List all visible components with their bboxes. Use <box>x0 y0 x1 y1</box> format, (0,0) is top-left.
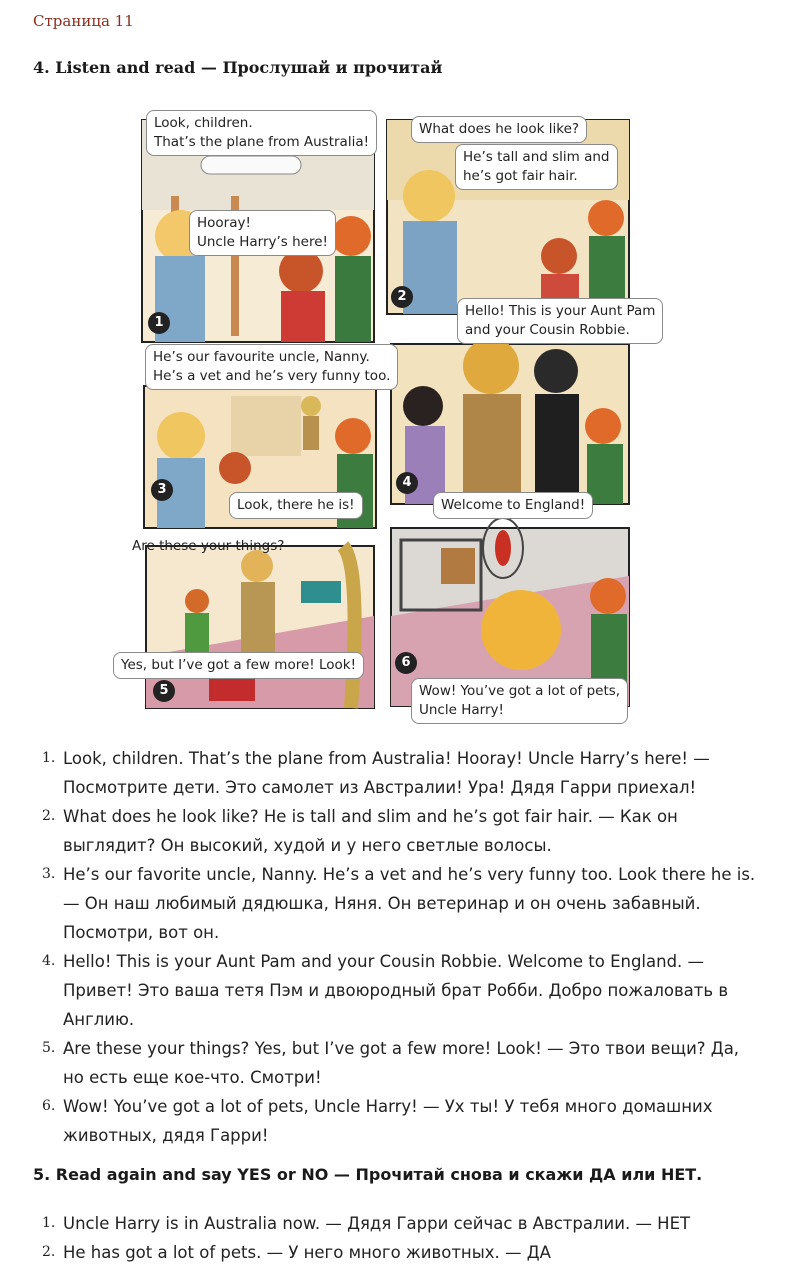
panel-number-4: 4 <box>396 472 418 494</box>
list-marker: 1. <box>42 1215 56 1231</box>
list-item-text: Are these your things? Yes, but I’ve got a few more! Look! — Это твои вещи? Да, но есть еще кое-что. Смотри! <box>63 1039 740 1087</box>
bubble-line: He’s our favourite uncle, Nanny. <box>153 349 370 365</box>
bubble-panel-1-top <box>146 110 377 156</box>
list-marker: 5. <box>42 1040 56 1056</box>
bubble-line: Welcome to England! <box>441 497 586 513</box>
bubble-line: That’s the plane from Australia! <box>154 134 370 150</box>
bubble-line: and your Cousin Robbie. <box>465 322 630 338</box>
bubble-line: What does he look like? <box>419 121 580 137</box>
bubble-line: Hooray! <box>197 215 251 231</box>
list-item-text: Uncle Harry is in Australia now. — Дядя Гарри сейчас в Австралии. — НЕТ <box>63 1214 691 1233</box>
panel-number-5: 5 <box>153 680 175 702</box>
bubble-panel-2-question <box>411 116 587 143</box>
bubble-panel-1-hooray <box>189 210 336 256</box>
bubble-panel-3-there <box>229 492 363 519</box>
section-4-heading: 4. Listen and read — Прослушай и прочитай <box>33 58 443 77</box>
list-marker: 2. <box>42 1244 56 1260</box>
bubble-line: Yes, but I’ve got a few more! Look! <box>121 657 357 673</box>
panel-number-3: 3 <box>151 479 173 501</box>
list-marker: 1. <box>42 750 56 766</box>
list-item-text: He has got a lot of pets. — У него много животных. — ДА <box>63 1243 551 1262</box>
bubble-line: Uncle Harry’s here! <box>197 234 328 250</box>
section-5-heading: 5. Read again and say YES or NO — Прочитай снова и скажи ДА или НЕТ. <box>33 1165 703 1184</box>
panel-number-1: 1 <box>148 312 170 334</box>
bubble-panel-5-more <box>113 652 364 679</box>
list-marker: 6. <box>42 1098 56 1114</box>
panel-4 <box>391 338 629 504</box>
list-item-text: Hello! This is your Aunt Pam and your Cousin Robbie. Welcome to England. — Привет! Это ваша тетя Пэм и двоюродный брат Робби. Добро пожаловать в Англию. <box>63 952 729 1029</box>
list-item <box>40 1034 760 1092</box>
bubble-line: Uncle Harry! <box>419 702 504 718</box>
list-item-text: He’s our favorite uncle, Nanny. He’s a vet and he’s very funny too. Look there he is. — Он наш любимый дядюшка, Няня. Он ветеринар и он очень забавный. Посмотри, вот он. <box>63 865 756 942</box>
bubble-line: Hello! This is your Aunt Pam <box>465 303 656 319</box>
panel-number-6: 6 <box>395 652 417 674</box>
list-item <box>40 1209 760 1238</box>
bubble-line: Look, children. <box>154 115 253 131</box>
yes-no-list <box>40 1209 760 1267</box>
comic-artwork <box>111 96 671 724</box>
comic-illustration <box>111 96 671 724</box>
bubble-panel-4-welcome <box>433 492 593 519</box>
bubble-line: He’s tall and slim and <box>463 149 610 165</box>
list-item-text: Look, children. That’s the plane from Australia! Hooray! Uncle Harry’s here! — Посмотрите дети. Это самолет из Австралии! Ура! Дядя Гарри приехал! <box>63 749 710 797</box>
bubble-line: he’s got fair hair. <box>463 168 578 184</box>
list-item-text: What does he look like? He is tall and slim and he’s got fair hair. — Как он выглядит? Он высокий, худой и у него светлые волосы. <box>63 807 678 855</box>
list-item <box>40 744 760 802</box>
bubble-panel-2-answer <box>455 144 618 190</box>
bubble-panel-6-wow <box>411 678 628 724</box>
list-item <box>40 1238 760 1267</box>
list-item <box>40 802 760 860</box>
translation-list <box>40 744 760 1150</box>
list-marker: 3. <box>42 866 56 882</box>
panel-number-2: 2 <box>391 286 413 308</box>
bubble-line: Look, there he is! <box>237 497 355 513</box>
bubble-line: Wow! You’ve got a lot of pets, <box>419 683 621 699</box>
panel-5 <box>146 546 374 708</box>
bubble-panel-4-hello <box>457 298 663 344</box>
bubble-panel-3-uncle <box>145 344 398 390</box>
bubble-line: Are these your things? <box>132 538 285 554</box>
bubble-panel-5-things <box>125 534 291 559</box>
list-item <box>40 947 760 1034</box>
list-marker: 4. <box>42 953 56 969</box>
list-marker: 2. <box>42 808 56 824</box>
page-label: Страница 11 <box>33 12 134 30</box>
list-item <box>40 860 760 947</box>
list-item-text: Wow! You’ve got a lot of pets, Uncle Harry! — Ух ты! У тебя много домашних животных, дядя Гарри! <box>63 1097 713 1145</box>
list-item <box>40 1092 760 1150</box>
bubble-line: He’s a vet and he’s very funny too. <box>153 368 391 384</box>
